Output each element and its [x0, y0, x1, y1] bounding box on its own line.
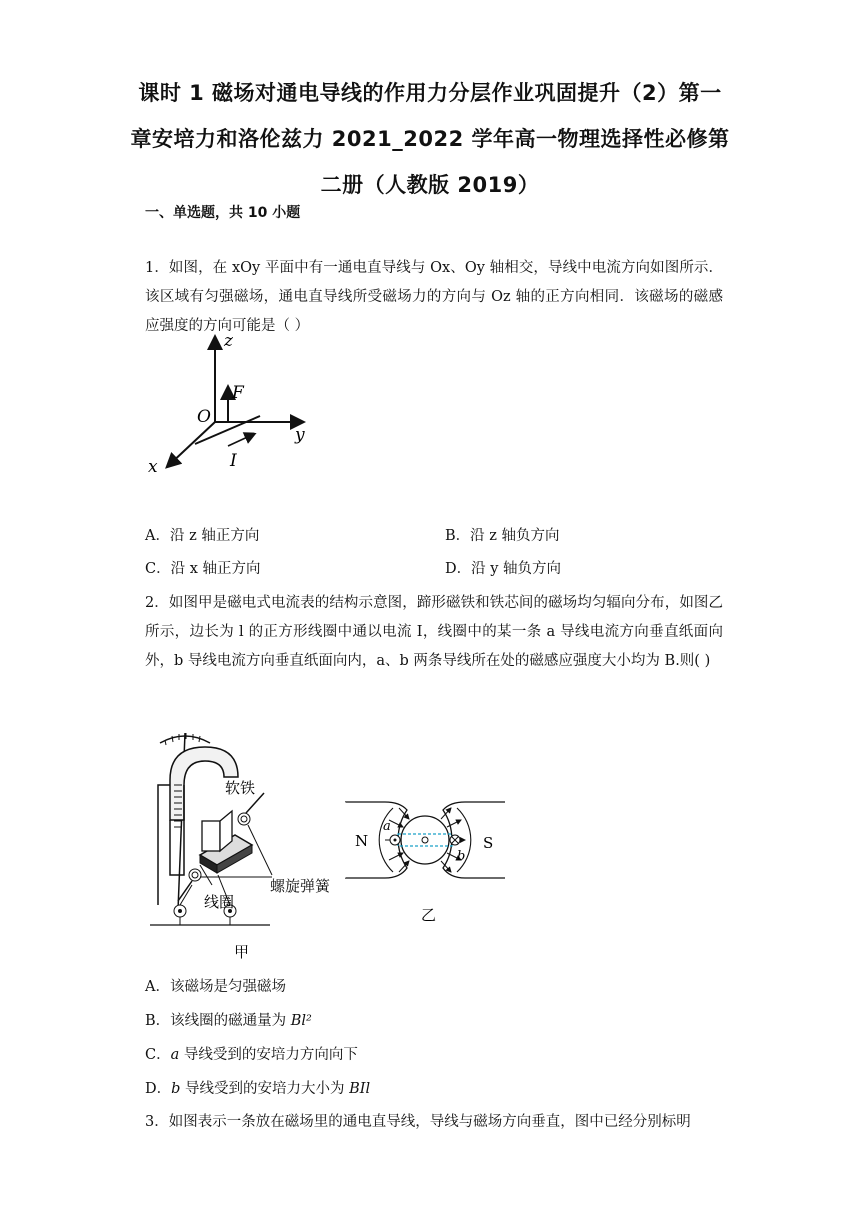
iron-core — [401, 816, 449, 864]
title-line-3: 二册（人教版 2019） — [320, 173, 540, 197]
title-line-2: 章安培力和洛伦兹力 2021_2022 学年高一物理选择性必修第 — [130, 127, 730, 151]
q2-option-d[interactable] — [145, 1077, 370, 1098]
q2-option-b[interactable] — [145, 1009, 312, 1030]
q2-option-d-prefix: D． — [145, 1081, 172, 1097]
q2-option-d-var: b — [171, 1081, 181, 1097]
q1-option-d[interactable]: D．沿 y 轴负方向 — [445, 561, 562, 577]
q2-option-c-var: a — [170, 1047, 180, 1063]
label-n: N — [355, 832, 369, 850]
q2-option-d-math: BIl — [349, 1081, 371, 1097]
label-z: z — [224, 331, 233, 351]
label-F: F — [232, 383, 244, 403]
label-y: y — [295, 425, 305, 445]
coil-assembly — [200, 811, 252, 873]
question-1-figure — [140, 326, 330, 486]
label-soft-iron: 软铁 — [225, 779, 256, 797]
title-line-1: 课时 1 磁场对通电导线的作用力分层作业巩固提升（2）第一 — [138, 81, 722, 105]
q2-option-b-math: Bl² — [290, 1013, 312, 1029]
q2-option-c[interactable] — [145, 1043, 358, 1064]
label-jia: 甲 — [234, 943, 250, 961]
x-axis — [168, 422, 215, 466]
q2-option-c-prefix: C． — [145, 1047, 171, 1063]
label-a: a — [383, 819, 391, 834]
current-arrow — [228, 434, 254, 446]
question-2-text: 2．如图甲是磁电式电流表的结构示意图，蹄形磁铁和铁芯间的磁场均匀辐向分布，如图乙所示，边长为 l 的正方形线圈中通以电流 I，线圈中的某一条 a 导线电流方向垂直纸面向外，b 导线电流方向垂直纸面向内，a、b 两条导线所在处的磁感应强度大小均为 B.则( ) — [145, 595, 723, 669]
q1-option-b[interactable]: B．沿 z 轴负方向 — [445, 528, 560, 544]
section-heading: 一、单选题，共 10 小题 — [145, 205, 301, 221]
conductor-a — [390, 835, 400, 845]
spiral-spring-bottom — [178, 869, 201, 901]
q2-option-a[interactable]: A．该磁场是匀强磁场 — [145, 979, 286, 995]
label-yi: 乙 — [421, 906, 437, 924]
figure-jia-galvanometer — [140, 725, 300, 965]
q1-option-a[interactable]: A．沿 z 轴正方向 — [145, 528, 260, 544]
label-I: I — [230, 451, 237, 471]
document-title — [130, 70, 730, 208]
label-O: O — [197, 407, 211, 427]
label-b: b — [457, 849, 466, 864]
question-3-text: 3．如图表示一条放在磁场里的通电直导线，导线与磁场方向垂直，图中已经分别标明 — [145, 1114, 691, 1130]
q1-option-c[interactable]: C．沿 x 轴正方向 — [145, 561, 261, 577]
label-s: S — [483, 834, 494, 852]
spiral-spring-top — [238, 793, 264, 825]
label-x: x — [148, 457, 158, 477]
label-coil: 线圈 — [204, 893, 235, 911]
figure-yi-radial-field — [345, 790, 505, 930]
question-1-text: 1．如图，在 xOy 平面中有一通电直导线与 Ox、Oy 轴相交，导线中电流方向如图所示．该区域有匀强磁场，通电直导线所受磁场力的方向与 Oz 轴的正方向相同．该磁场的磁感应强度的方向可能是（ ） — [145, 260, 723, 334]
spiral-spring-label-text: 螺旋弹簧 — [270, 877, 331, 895]
q2-option-c-text: 导线受到的安培力方向向下 — [179, 1047, 358, 1063]
conductor-b — [450, 835, 460, 845]
q2-option-d-text: 导线受到的安培力大小为 — [180, 1081, 350, 1097]
q2-option-b-text: B．该线圈的磁通量为 — [145, 1013, 291, 1029]
